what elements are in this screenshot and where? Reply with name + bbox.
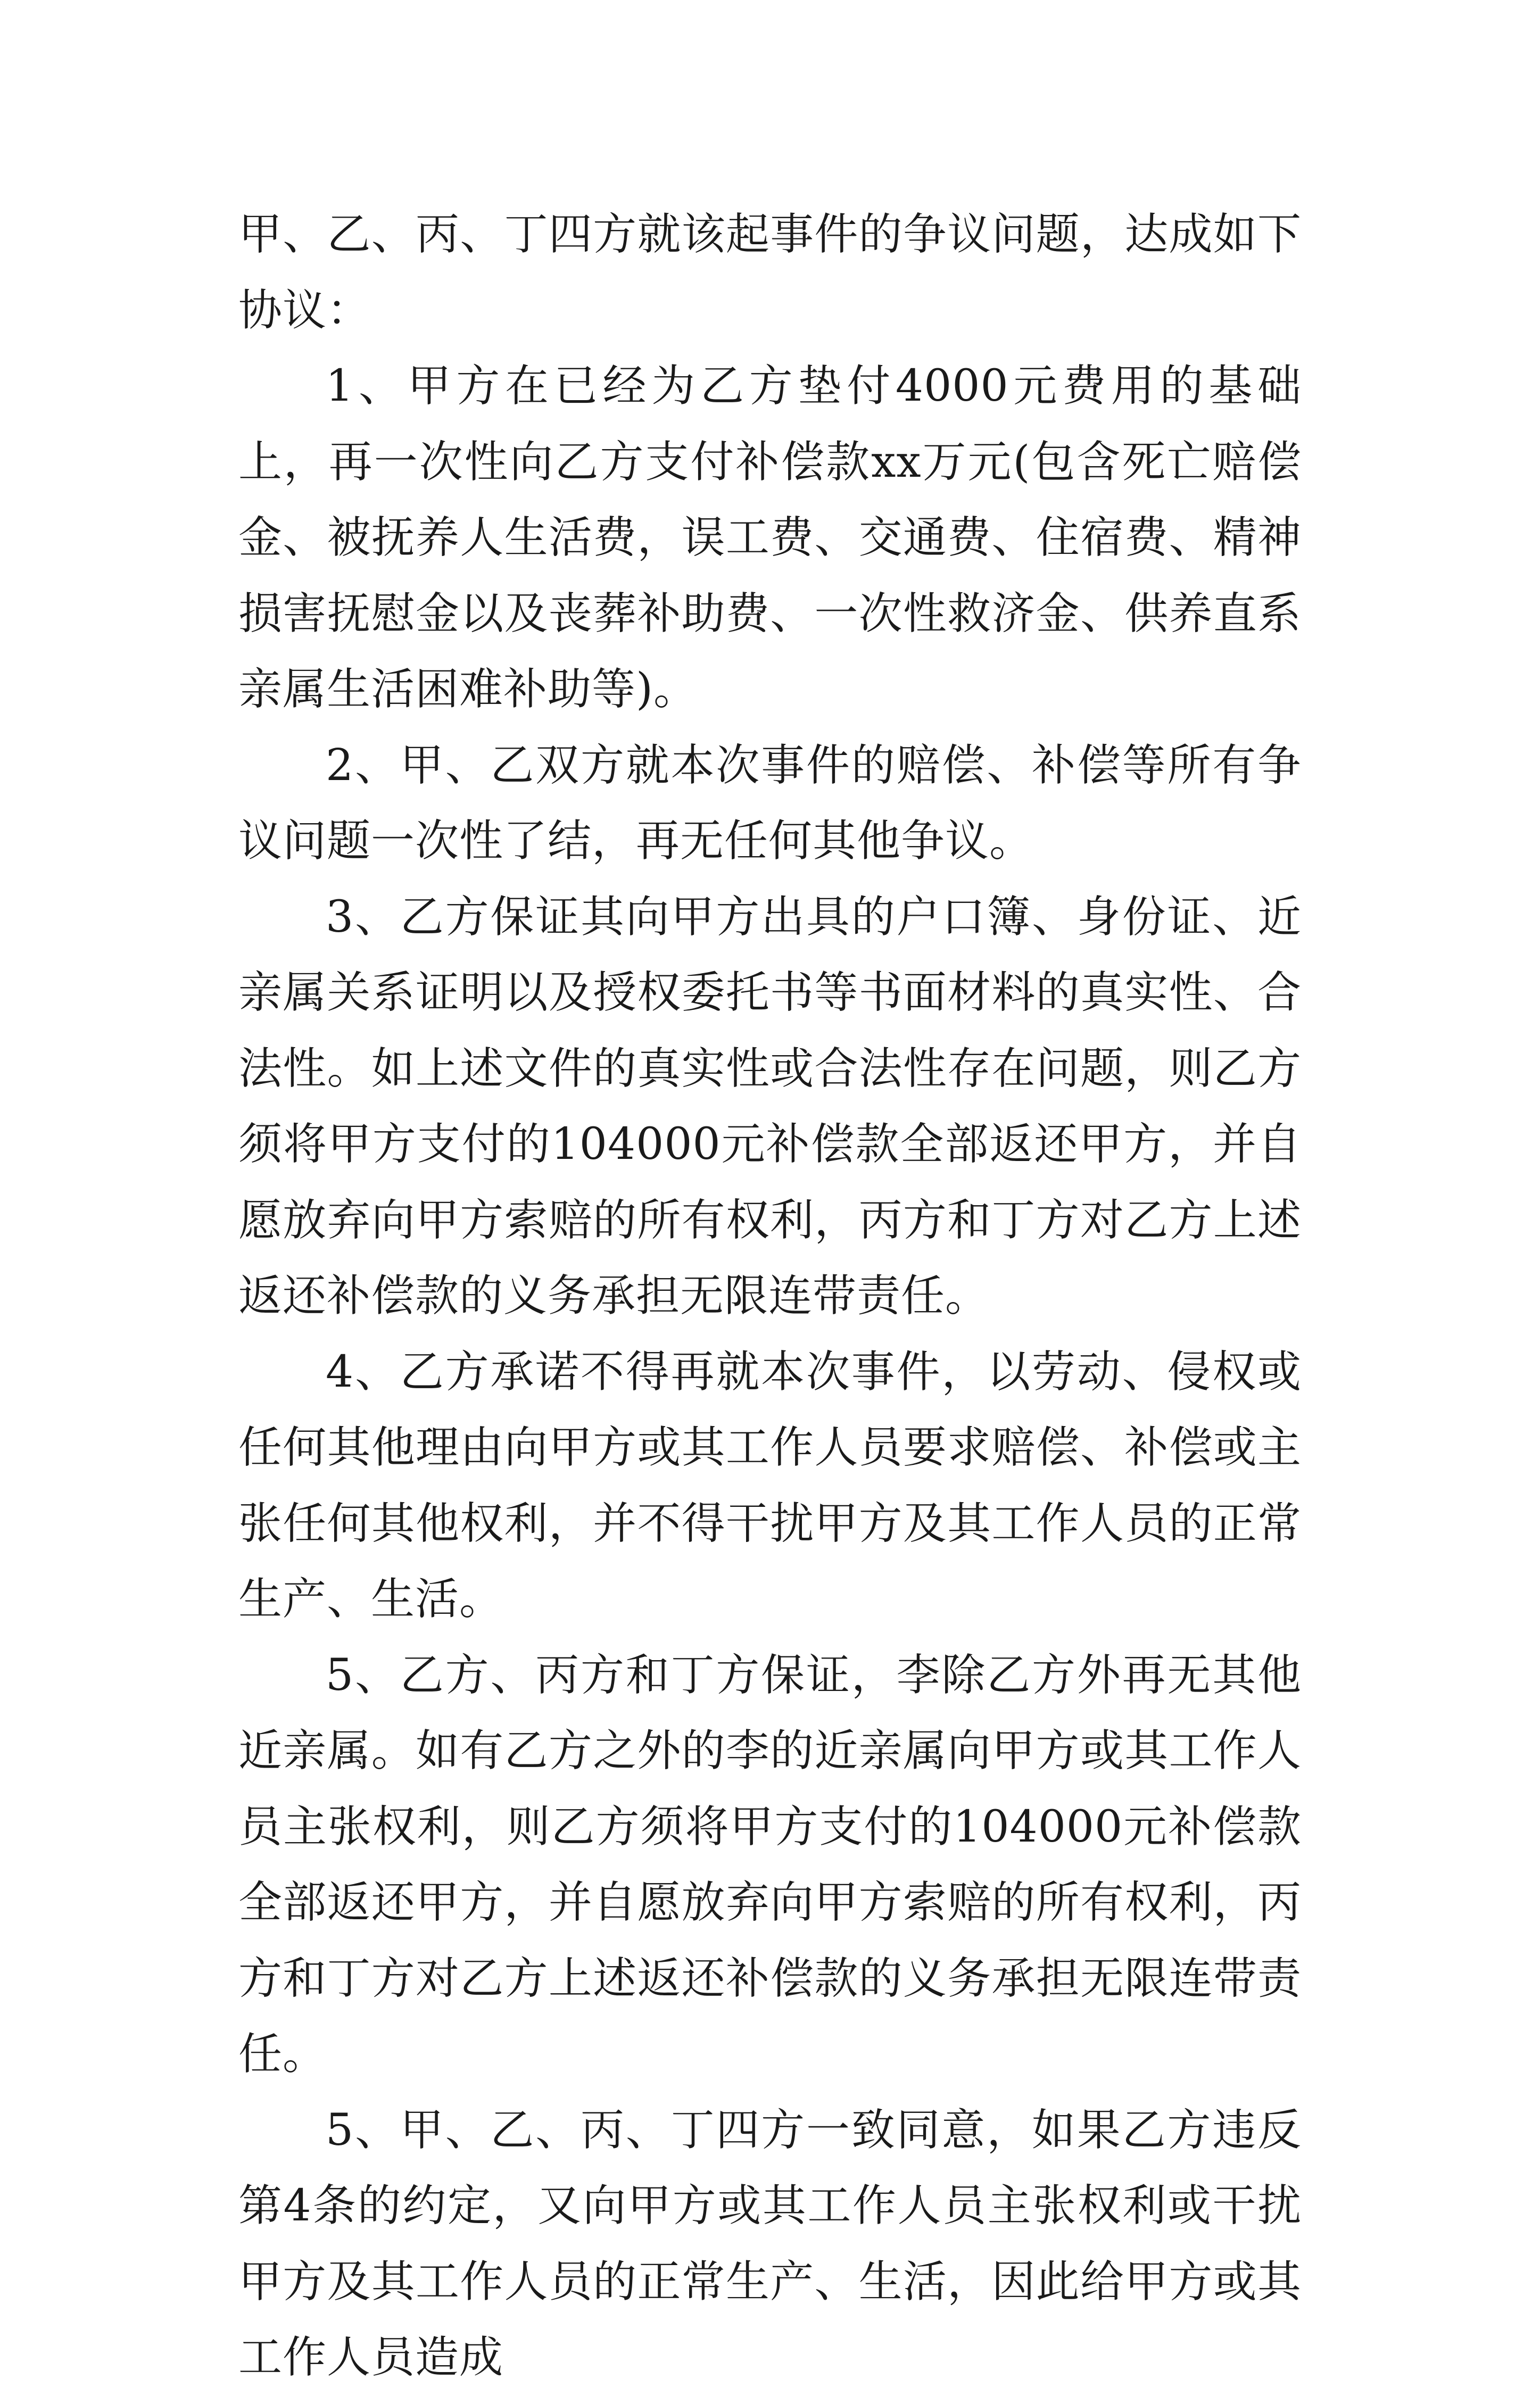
clause-4-paragraph: 4、乙方承诺不得再就本次事件，以劳动、侵权或任何其他理由向甲方或其工作人员要求赔偿、补偿或主张任何其他权利，并不得干扰甲方及其工作人员的正常生产、生活。 <box>238 1346 1302 1624</box>
intro-paragraph: 甲、乙、丙、丁四方就该起事件的争议问题，达成如下协议： <box>238 209 1302 336</box>
clause-5b-paragraph: 5、甲、乙、丙、丁四方一致同意，如果乙方违反第4条的约定，又向甲方或其工作人员主张权利或干扰甲方及其工作人员的正常生产、生活，因此给甲方或其工作人员造成 <box>238 2104 1302 2383</box>
document-body <box>238 197 1302 2396</box>
clause-2-paragraph: 2、甲、乙双方就本次事件的赔偿、补偿等所有争议问题一次性了结，再无任何其他争议。 <box>238 740 1302 866</box>
clause-1-paragraph: 1、甲方在已经为乙方垫付4000元费用的基础上，再一次性向乙方支付补偿款xx万元(包含死亡赔偿金、被抚养人生活费，误工费、交通费、住宿费、精神损害抚慰金以及丧葬补助费、一次性救济金、供养直系亲属生活困难补助等)。 <box>238 361 1302 715</box>
clause-3-paragraph: 3、乙方保证其向甲方出具的户口簿、身份证、近亲属关系证明以及授权委托书等书面材料的真实性、合法性。如上述文件的真实性或合法性存在问题，则乙方须将甲方支付的104000元补偿款全部返还甲方，并自愿放弃向甲方索赔的所有权利，丙方和丁方对乙方上述返还补偿款的义务承担无限连带责任。 <box>238 891 1302 1321</box>
clause-5-paragraph: 5、乙方、丙方和丁方保证，李除乙方外再无其他近亲属。如有乙方之外的李的近亲属向甲方或其工作人员主张权利，则乙方须将甲方支付的104000元补偿款全部返还甲方，并自愿放弃向甲方索赔的所有权利，丙方和丁方对乙方上述返还补偿款的义务承担无限连带责任。 <box>238 1649 1302 2079</box>
